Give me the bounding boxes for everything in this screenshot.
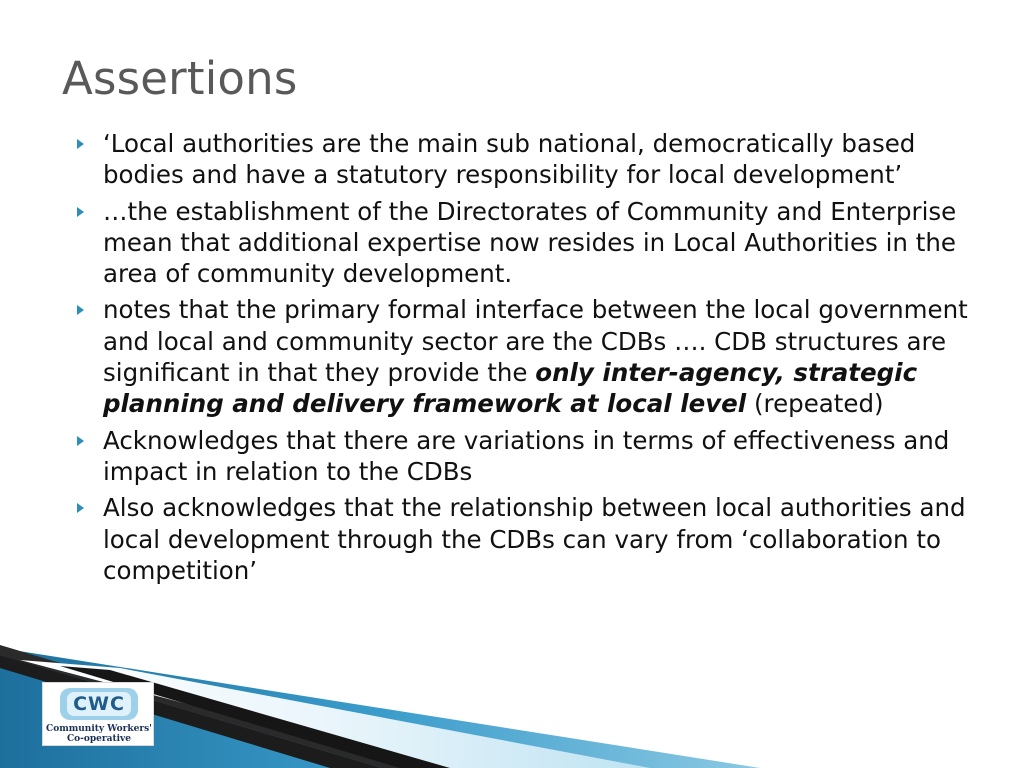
bullet-text: ‘Local authorities are the main sub national, democratically based bodies and have a statutory responsibility for local development’: [103, 129, 916, 190]
logo-line-organisation: Community Workers': [46, 724, 152, 734]
slide-title: Assertions: [62, 52, 298, 105]
bullet-list: [74, 128, 974, 591]
bullet-item: [74, 294, 974, 419]
bullet-text-before: notes that the primary formal interface between the local government and local and community sector are the CDBs …. CDB structures are significant in that they provide the: [103, 295, 968, 388]
bullet-text: Also acknowledges that the relationship between local authorities and local development through the CDBs can vary from ‘collaboration to competition’: [103, 493, 966, 585]
cwc-logo-mark: [60, 688, 138, 720]
bullet-arrow-icon: [77, 207, 84, 217]
bullet-item: [74, 492, 974, 586]
bullet-item: [74, 128, 974, 191]
bullet-text-emphasis: only inter-agency, strategic planning and delivery framework at local level: [103, 358, 918, 419]
logo-line-type: Co-operative: [66, 734, 132, 744]
bullet-text: Acknowledges that there are variations in terms of effectiveness and impact in relation to the CDBs: [103, 425, 950, 486]
bullet-arrow-icon: [77, 436, 84, 446]
bullet-text-after: (repeated): [746, 389, 884, 419]
cwc-logo: [42, 682, 154, 746]
bullet-arrow-icon: [77, 305, 84, 315]
bullet-item: [74, 196, 974, 290]
bullet-arrow-icon: [77, 139, 84, 149]
bullet-item: [74, 425, 974, 488]
bullet-text: …the establishment of the Directorates of Community and Enterprise mean that additional expertise now resides in Local Authorities in the area of community development.: [103, 196, 957, 289]
bullet-arrow-icon: [77, 503, 84, 513]
cwc-logo-text: CWC: [67, 692, 131, 716]
